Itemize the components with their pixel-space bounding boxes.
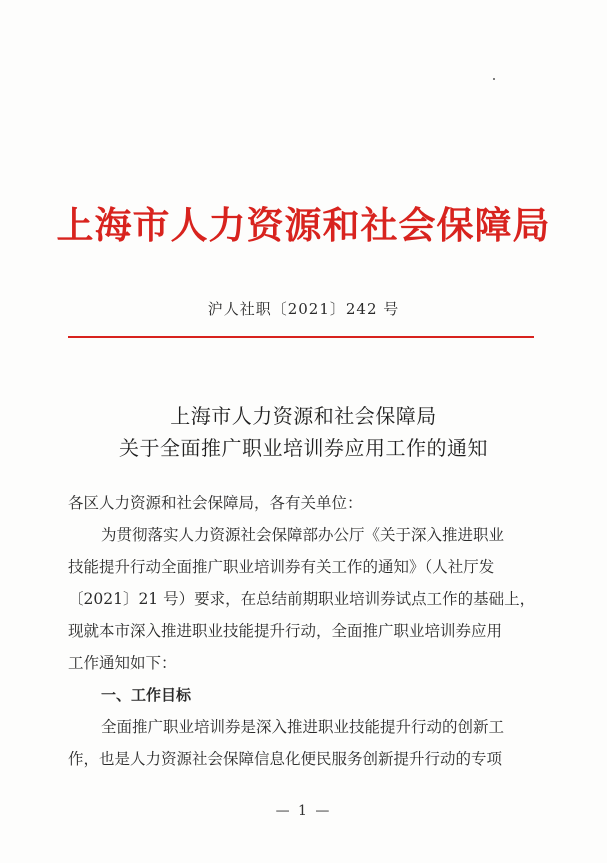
addressee: 各区人力资源和社会保障局，各有关单位： bbox=[68, 494, 363, 512]
document-number: 沪人社职〔2021〕242 号 bbox=[207, 300, 400, 318]
paragraph-line: 〔2021〕21 号）要求，在总结前期职业培训券试点工作的基础上， bbox=[68, 590, 536, 608]
paragraph-line: 为贯彻落实人力资源社会保障部办公厅《关于深入推进职业 bbox=[101, 526, 505, 544]
title-line-1: 上海市人力资源和社会保障局 bbox=[170, 404, 437, 428]
scan-speck bbox=[493, 78, 495, 80]
title-line-2: 关于全面推广职业培训券应用工作的通知 bbox=[119, 436, 488, 460]
red-separator-line bbox=[68, 336, 534, 338]
section-heading: 一、工作目标 bbox=[101, 686, 192, 704]
issuing-authority-masthead: 上海市人力资源和社会保障局 bbox=[56, 203, 551, 247]
paragraph-line: 现就本市深入推进职业技能提升行动，全面推广职业培训券应用 bbox=[68, 622, 503, 640]
page-number: — 1 — bbox=[275, 803, 332, 819]
paragraph-line: 作，也是人力资源社会保障信息化便民服务创新提升行动的专项 bbox=[68, 750, 503, 768]
paragraph-line: 全面推广职业培训券是深入推进职业技能提升行动的创新工 bbox=[101, 718, 505, 736]
document-title bbox=[0, 400, 607, 464]
document-body bbox=[68, 487, 538, 775]
paragraph-line: 工作通知如下： bbox=[68, 654, 177, 672]
paragraph-line: 技能提升行动全面推广职业培训券有关工作的通知》（人社厅发 bbox=[68, 558, 495, 576]
